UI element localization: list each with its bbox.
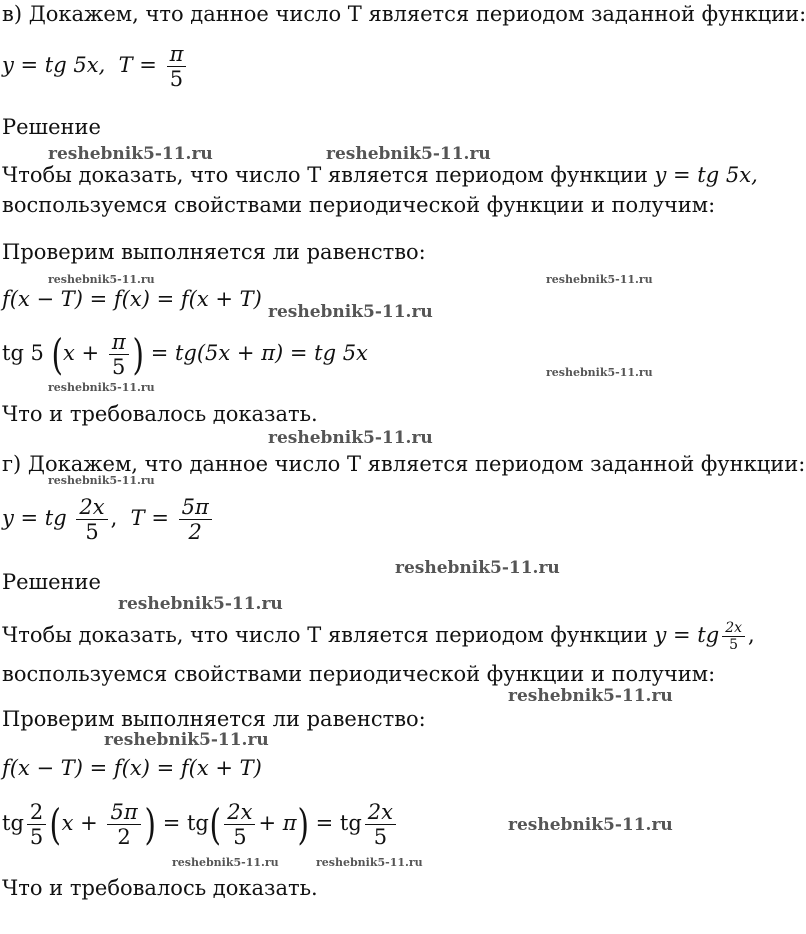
part-v-conclusion: Что и требовалось доказать. xyxy=(2,402,318,426)
fraction-denominator: 2 xyxy=(117,825,131,850)
watermark-text: reshebnik5-11.ru xyxy=(508,686,673,706)
fraction-numerator: 2x xyxy=(365,800,396,825)
eq-inner: x + xyxy=(61,811,98,836)
intro-text: Чтобы доказать, что число Т является периодом функции xyxy=(2,623,648,648)
watermark-text: reshebnik5-11.ru xyxy=(316,856,423,869)
part-v-given-y: y = tg 5x, xyxy=(2,53,106,78)
part-g-heading: г) Докажем, что данное число Т является периодом заданной функции: xyxy=(2,452,806,476)
watermark-text: reshebnik5-11.ru xyxy=(104,730,269,750)
part-v-given xyxy=(2,42,189,91)
part-g-solution-label: Решение xyxy=(2,570,101,594)
given-T-fraction xyxy=(179,495,212,544)
eq-fraction-3 xyxy=(224,800,255,849)
given-T: T = xyxy=(130,506,169,531)
watermark-text: reshebnik5-11.ru xyxy=(508,815,673,835)
watermark-text: reshebnik5-11.ru xyxy=(48,381,155,394)
part-v-eq1: f(x − T) = f(x) = f(x + T) xyxy=(2,287,262,311)
fraction-denominator: 2 xyxy=(188,520,202,545)
intro-formula: y = tg xyxy=(654,623,720,648)
watermark-text: reshebnik5-11.ru xyxy=(48,144,213,164)
part-v-intro-line1 xyxy=(2,163,758,188)
eq-fraction-1 xyxy=(27,800,46,849)
part-g-intro-line2: воспользуемся свойствами периодической функции и получим: xyxy=(2,662,716,686)
fraction-numerator: 2 xyxy=(27,800,46,825)
part-g-intro-line1: Чтобы доказать, что число Т является периодом функции y = tg $\frac{2x}{5}$ , xyxy=(2,620,755,654)
intro-formula: y = tg 5x, xyxy=(654,163,758,187)
eq-suffix: = tg(5x + π) = tg 5x xyxy=(150,341,368,366)
watermark-text: reshebnik5-11.ru xyxy=(118,594,283,614)
eq-plus-pi: + π xyxy=(258,811,297,836)
fraction-numerator: 5π xyxy=(107,800,140,825)
part-g-conclusion: Что и требовалось доказать. xyxy=(2,876,318,900)
part-g-check-label: Проверим выполняется ли равенство: xyxy=(2,707,426,731)
eq-prefix: tg xyxy=(2,811,24,836)
fraction-denominator: 5 xyxy=(85,520,99,545)
fraction-numerator: 5π xyxy=(179,495,212,520)
watermark-text: reshebnik5-11.ru xyxy=(326,144,491,164)
watermark-text: reshebnik5-11.ru xyxy=(546,273,653,286)
fraction-numerator: π xyxy=(167,42,187,67)
eq-end: = tg xyxy=(315,811,362,836)
part-v-solution-label: Решение xyxy=(2,115,101,139)
eq-fraction-4 xyxy=(365,800,396,849)
eq-inner: x + xyxy=(63,341,100,366)
intro-fraction xyxy=(722,620,745,653)
fraction-denominator: 5 xyxy=(29,825,44,850)
eq-fraction xyxy=(109,330,129,379)
fraction-numerator: 2x xyxy=(722,620,745,637)
fraction-numerator: 2x xyxy=(76,495,107,520)
part-g-given: y = tg $\frac{2x}{5}$ , T = $\frac{5\pi}{2}$ xyxy=(2,495,215,544)
fraction-numerator: π xyxy=(109,330,129,355)
part-v-given-T-fraction xyxy=(167,42,187,91)
part-v-check-label: Проверим выполняется ли равенство: xyxy=(2,240,426,264)
intro-text: Чтобы доказать, что число Т является периодом функции xyxy=(2,163,648,187)
fraction-denominator: 5 xyxy=(233,825,247,850)
eq-mid: = tg xyxy=(162,811,209,836)
fraction-numerator: 2x xyxy=(224,800,255,825)
eq-fraction-2 xyxy=(107,800,140,849)
part-v-given-T: T = xyxy=(118,53,157,78)
watermark-text: reshebnik5-11.ru xyxy=(48,273,155,286)
fraction-denominator: 5 xyxy=(169,67,184,92)
part-g-eq2: tg $\frac{2}{5}$ (x + $\frac{5\pi}{2}$ ) = tg( $\frac{2x}{5}$ + π) = tg $\frac{2x}{5}$ xyxy=(2,800,399,849)
fraction-denominator: 5 xyxy=(729,637,739,654)
watermark-text: reshebnik5-11.ru xyxy=(268,428,433,448)
watermark-text: reshebnik5-11.ru xyxy=(172,856,279,869)
fraction-denominator: 5 xyxy=(373,825,388,850)
part-v-intro-line2: воспользуемся свойствами периодической функции и получим: xyxy=(2,193,716,217)
given-y-fraction xyxy=(76,495,107,544)
part-g-eq1: f(x − T) = f(x) = f(x + T) xyxy=(2,756,262,780)
given-y: y = tg xyxy=(2,506,67,531)
fraction-denominator: 5 xyxy=(112,355,126,380)
eq-prefix: tg 5 xyxy=(2,341,44,366)
part-v-eq2: tg 5 (x + $\frac{\pi}{5}$ ) = tg(5x + π) = tg 5x xyxy=(2,330,368,380)
watermark-text: reshebnik5-11.ru xyxy=(546,366,653,379)
watermark-text: reshebnik5-11.ru xyxy=(268,302,433,322)
watermark-text: reshebnik5-11.ru xyxy=(395,558,560,578)
watermark-text: reshebnik5-11.ru xyxy=(48,474,155,487)
part-v-heading: в) Докажем, что данное число Т является периодом заданной функции: xyxy=(2,2,806,26)
